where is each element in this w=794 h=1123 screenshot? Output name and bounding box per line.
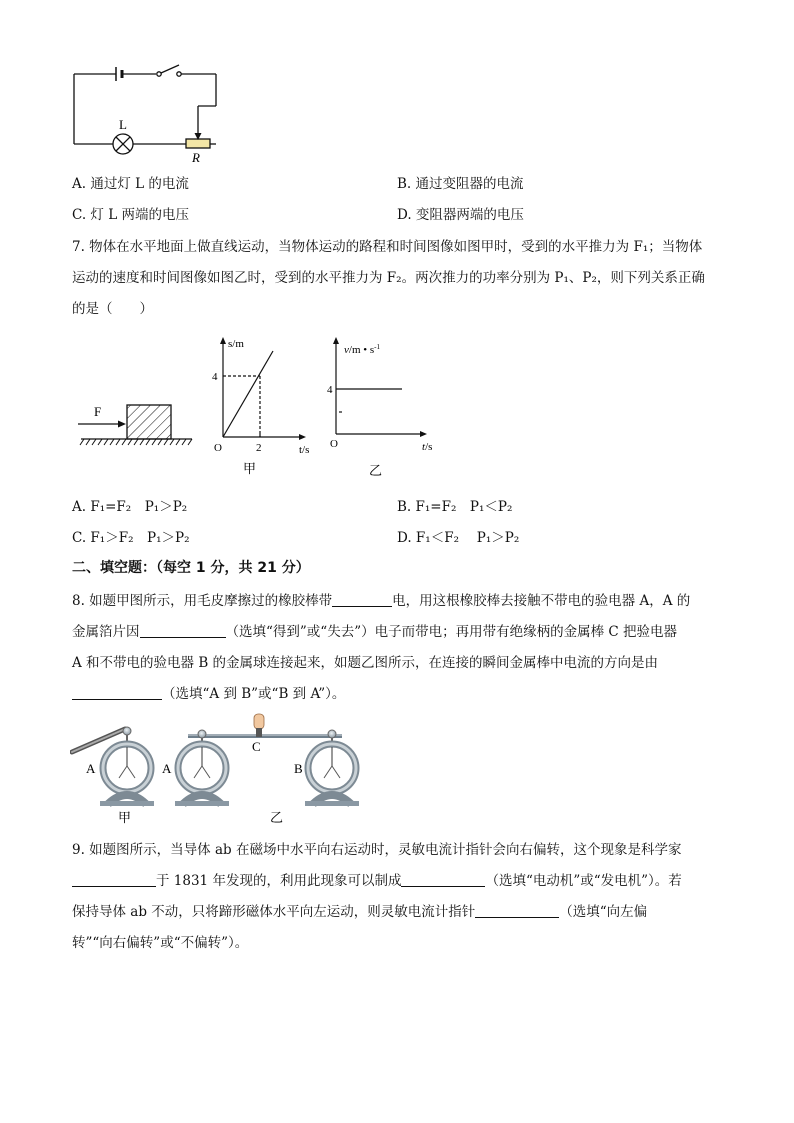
q6-option-a[interactable]: A. 通过灯 L 的电流: [72, 176, 189, 192]
q7-option-a[interactable]: A. F₁=F₂ P₁＞P₂: [72, 499, 188, 515]
q7-stem-line-3: 的是（ ）: [72, 301, 153, 317]
q6-circuit-diagram: [66, 60, 226, 170]
q8-electroscope-figure: [70, 708, 370, 828]
arrow-right-icon: [118, 421, 126, 428]
q8-blank-1[interactable]: [332, 593, 392, 607]
q8-blank-2[interactable]: [140, 624, 226, 638]
q6-option-c[interactable]: C. 灯 L 两端的电压: [72, 207, 189, 223]
section-2-heading: 二、填空题：（每空 1 分，共 21 分）: [72, 560, 310, 576]
origin-label: O: [330, 438, 338, 450]
q7-option-c[interactable]: C. F₁＞F₂ P₁＞P₂: [72, 530, 190, 546]
origin-label: O: [214, 442, 222, 454]
x-axis-arrow-icon: [299, 434, 306, 440]
q8-line-4: （选填“A 到 B”或“B 到 A”）。: [72, 682, 345, 702]
y-axis-label-v: v: [344, 344, 349, 356]
y-axis-label-unit: /m • s: [348, 344, 375, 356]
x-axis-arrow-icon: [420, 431, 427, 437]
q9-blank-2[interactable]: [401, 873, 485, 887]
q9-blank-1[interactable]: [72, 873, 156, 887]
y-axis-label: s/m: [228, 338, 244, 350]
chart-caption: 甲: [243, 461, 257, 476]
x-axis-label-unit: /s: [425, 441, 433, 453]
x-axis-label-t: t: [422, 441, 426, 453]
q6-option-d[interactable]: D. 变阻器两端的电压: [397, 207, 524, 223]
q7-chart-yi: [322, 334, 442, 479]
y-axis-arrow-icon: [220, 337, 226, 344]
block: [127, 405, 171, 439]
q8-line-2: 金属箔片因 （选填“得到”或“失去”）电子而带电；再用带有绝缘柄的金属棒 C 把验电器: [72, 624, 678, 640]
q8-blank-3[interactable]: [72, 686, 162, 700]
electroscope-a-yi: [175, 730, 229, 806]
q7-push-block-diagram: [76, 400, 196, 450]
q9-line-4: 转”“向右偏转”或“不偏转”）。: [72, 935, 249, 951]
x-axis-label: t/s: [299, 444, 310, 456]
label-c: C: [252, 739, 261, 754]
lamp-label: L: [119, 117, 127, 132]
y-tick-label: 4: [212, 371, 218, 383]
hand-icon: [254, 714, 264, 737]
caption-yi: 乙: [270, 810, 284, 825]
q8-line-1: 8. 如题甲图所示，用毛皮摩擦过的橡胶棒带 电，用这根橡胶棒去接触不带电的验电器 A，A 的: [72, 593, 691, 609]
q9-line-3: 保持导体 ab 不动，只将蹄形磁体水平向左运动，则灵敏电流计指针 （选填“向左偏: [72, 904, 648, 920]
label-b: B: [294, 761, 303, 776]
force-label: F: [94, 404, 102, 419]
q7-option-d[interactable]: D. F₁＜F₂ P₁＞P₂: [397, 530, 520, 546]
q7-stem-line-1: 7. 物体在水平地面上做直线运动，当物体运动的路程和时间图像如图甲时，受到的水平推力为 F₁；当物体: [72, 239, 703, 255]
chart-caption: 乙: [369, 463, 383, 478]
x-tick-label: 2: [256, 442, 262, 454]
svg-text:v/m • s-1: [344, 343, 380, 356]
q6-option-b[interactable]: B. 通过变阻器的电流: [397, 176, 524, 192]
electroscope-b-yi: [305, 730, 359, 806]
y-axis-arrow-icon: [333, 337, 339, 344]
q9-line-2: 于 1831 年发现的，利用此现象可以制成 （选填“电动机”或“发电机”）。若: [72, 869, 682, 889]
label-a-jia: A: [86, 761, 96, 776]
q8-line-3: A 和不带电的验电器 B 的金属球连接起来，如题乙图所示，在连接的瞬间金属棒中电流的方向是由: [72, 655, 659, 671]
rheostat-label: R: [192, 150, 200, 165]
label-a-yi: A: [162, 761, 172, 776]
caption-jia: 甲: [118, 810, 132, 825]
y-tick-label: 4: [327, 384, 333, 396]
q9-line-1: 9. 如题图所示，当导体 ab 在磁场中水平向右运动时，灵敏电流计指针会向右偏转，这个现象是科学家: [72, 842, 682, 858]
svg-text:t/s: [422, 441, 432, 453]
s-t-line: [223, 351, 273, 437]
q7-option-b[interactable]: B. F₁=F₂ P₁＜P₂: [397, 499, 513, 515]
q7-stem-line-2: 运动的速度和时间图像如图乙时，受到的水平推力为 F₂。两次推力的功率分别为 P₁、P₂，则下列关系正确: [72, 270, 705, 286]
q9-blank-3[interactable]: [475, 904, 559, 918]
y-axis-label-exp: -1: [374, 343, 380, 351]
q7-chart-jia: [205, 334, 325, 479]
